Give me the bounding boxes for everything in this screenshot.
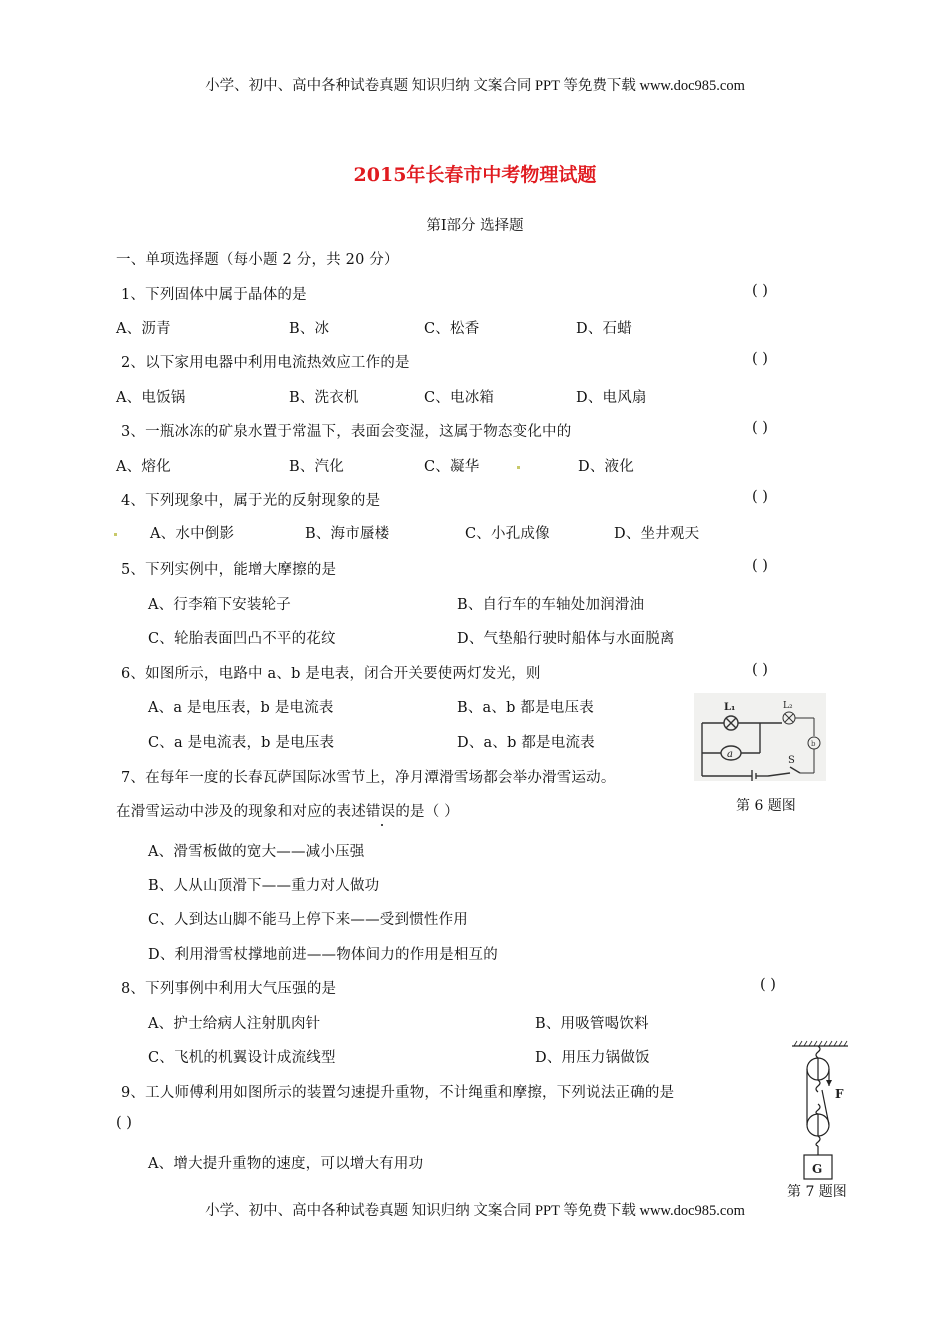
question-5-answer-blank: ( )	[752, 558, 768, 574]
question-8-option-d: D、用压力锅做饭	[535, 1050, 650, 1066]
part-heading: 第Ⅰ部分 选择题	[426, 218, 524, 234]
question-5-option-a: A、行李箱下安装轮子	[148, 597, 291, 613]
question-7-option-a: A、滑雪板做的宽大——减小压强	[148, 844, 365, 860]
question-9-option-a: A、增大提升重物的速度，可以增大有用功	[148, 1156, 424, 1172]
scan-speck	[114, 533, 117, 536]
question-2-option-d: D、电风扇	[576, 390, 647, 406]
question-4-stem: 4、下列现象中，属于光的反射现象的是	[121, 493, 381, 509]
page-header: 小学、初中、高中各种试卷真题 知识归纳 文案合同 PPT 等免费下载 www.doc985.com	[205, 78, 745, 94]
question-5-option-c: C、轮胎表面凹凸不平的花纹	[148, 631, 336, 647]
meter-a-label: a	[727, 749, 733, 760]
question-8-stem: 8、下列事例中利用大气压强的是	[121, 981, 337, 997]
circuit-schematic-icon	[694, 693, 826, 781]
question-7-stem-line2	[116, 800, 459, 821]
question-9-stem: 9、工人师傅利用如图所示的装置匀速提升重物，不计绳重和摩擦，下列说法正确的是	[121, 1085, 675, 1101]
question-6-option-c: C、a 是电流表，b 是电压表	[148, 735, 335, 751]
lamp1-label: L₁	[724, 702, 736, 713]
question-4-option-b: B、海市蜃楼	[305, 526, 390, 542]
question-3-stem: 3、一瓶冰冻的矿泉水置于常温下，表面会变湿，这属于物态变化中的	[121, 424, 572, 440]
question-4-option-d: D、坐井观天	[614, 526, 700, 542]
question-1-option-c: C、松香	[424, 321, 480, 337]
pulley-system-icon	[790, 1040, 852, 1180]
question-2-option-c: C、电冰箱	[424, 390, 495, 406]
question-1-option-b: B、冰	[289, 321, 330, 337]
question-6-option-d: D、a、b 都是电流表	[457, 735, 595, 751]
page-title: 2015年长春市中考物理试题	[353, 164, 597, 186]
question-1-stem: 1、下列固体中属于晶体的是	[121, 287, 307, 303]
weight-label: G	[812, 1162, 823, 1176]
question-5-option-d: D、气垫船行驶时船体与水面脱离	[457, 631, 675, 647]
question-2-option-a: A、电饭锅	[116, 390, 186, 406]
question-5-stem: 5、下列实例中，能增大摩擦的是	[121, 562, 337, 578]
question-7-emphasis: 错误	[365, 804, 396, 820]
question-7-option-d: D、利用滑雪杖撑地前进——物体间力的作用是相互的	[148, 947, 498, 963]
question-5-option-b: B、自行车的车轴处加润滑油	[457, 597, 645, 613]
scan-speck	[517, 466, 520, 469]
question-1-option-d: D、石蜡	[576, 321, 632, 337]
question-9-answer-blank: ( )	[116, 1115, 132, 1131]
question-2-stem: 2、以下家用电器中利用电流热效应工作的是	[121, 355, 410, 371]
page-footer: 小学、初中、高中各种试卷真题 知识归纳 文案合同 PPT 等免费下载 www.doc985.com	[205, 1203, 745, 1219]
circuit-diagram	[694, 693, 826, 781]
question-7-option-b: B、人从山顶滑下——重力对人做功	[148, 878, 380, 894]
question-6-answer-blank: ( )	[752, 662, 768, 678]
pulley-caption: 第 7 题图	[787, 1184, 847, 1200]
switch-label: S	[788, 755, 795, 766]
question-4-option-a: A、水中倒影	[150, 526, 235, 542]
question-7-stem-post: 的是（ ）	[395, 804, 459, 820]
question-3-option-a: A、熔化	[116, 459, 171, 475]
question-7-option-c: C、人到达山脚不能马上停下来——受到惯性作用	[148, 912, 468, 928]
question-1-answer-blank: ( )	[752, 283, 768, 299]
lamp2-label: L₂	[783, 701, 793, 711]
meter-b-label: b	[811, 740, 816, 748]
question-7-stem-pre: 在滑雪运动中涉及的现象和对应的表述	[116, 804, 366, 820]
circuit-caption: 第 6 题图	[736, 798, 796, 814]
question-3-option-d: D、液化	[578, 459, 634, 475]
question-8-answer-blank: ( )	[760, 977, 776, 993]
question-3-answer-blank: ( )	[752, 420, 768, 436]
question-8-option-c: C、飞机的机翼设计成流线型	[148, 1050, 336, 1066]
question-3-option-c: C、凝华	[424, 459, 480, 475]
question-4-option-c: C、小孔成像	[465, 526, 550, 542]
question-4-answer-blank: ( )	[752, 489, 768, 505]
question-6-option-b: B、a、b 都是电压表	[457, 700, 594, 716]
question-2-answer-blank: ( )	[752, 351, 768, 367]
question-8-option-a: A、护士给病人注射肌肉针	[148, 1016, 321, 1032]
question-6-option-a: A、a 是电压表，b 是电流表	[148, 700, 334, 716]
question-2-option-b: B、洗衣机	[289, 390, 359, 406]
force-arrow-icon	[826, 1080, 832, 1086]
question-6-stem: 6、如图所示，电路中 a、b 是电表，闭合开关要使两灯发光，则	[121, 666, 541, 682]
question-7-stem-line1: 7、在每年一度的长春瓦萨国际冰雪节上，净月潭滑雪场都会举办滑雪运动。	[121, 770, 616, 786]
pulley-diagram	[790, 1040, 852, 1180]
force-label: F	[835, 1087, 844, 1101]
question-1-option-a: A、沥青	[116, 321, 171, 337]
question-8-option-b: B、用吸管喝饮料	[535, 1016, 649, 1032]
question-3-option-b: B、汽化	[289, 459, 344, 475]
section-heading: 一、单项选择题（每小题 2 分，共 20 分）	[116, 252, 399, 268]
